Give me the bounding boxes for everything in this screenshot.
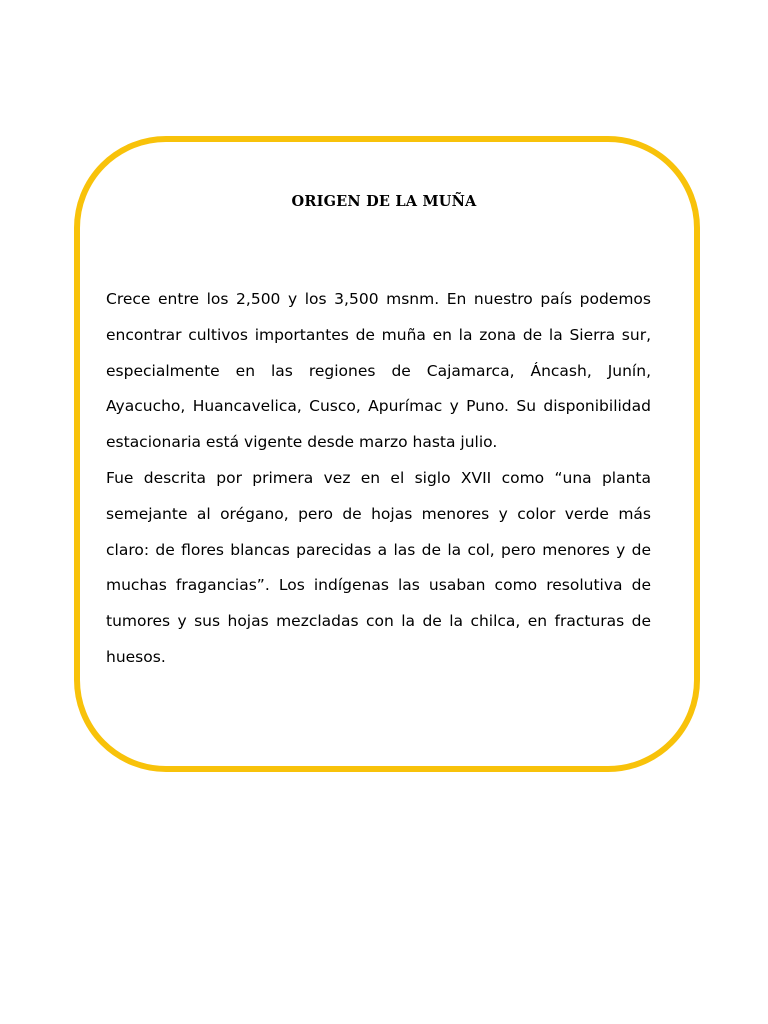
paragraph-origin: Crece entre los 2,500 y los 3,500 msnm. En nuestro país podemos encontrar cultivos importantes de muña en la zona de la Sierra sur, especialmente en las regiones de Cajamarca, Áncash, Junín, Ayacucho, Huancavelica, Cusco, Apurímac y Puno. Su disponibilidad estacionaria está vigente desde marzo hasta julio.: [106, 290, 651, 452]
document-title: ORIGEN DE LA MUÑA: [291, 193, 477, 210]
document-body: [106, 282, 651, 676]
paragraph-description: Fue descrita por primera vez en el siglo XVII como “una planta semejante al orégano, pero de hojas menores y color verde más claro: de flores blancas parecidas a las de la col, pero menores y de muchas fragancias”. Los indígenas las usaban como resolutiva de tumores y sus hojas mezcladas con la de la chilca, en fracturas de huesos.: [106, 468, 651, 666]
